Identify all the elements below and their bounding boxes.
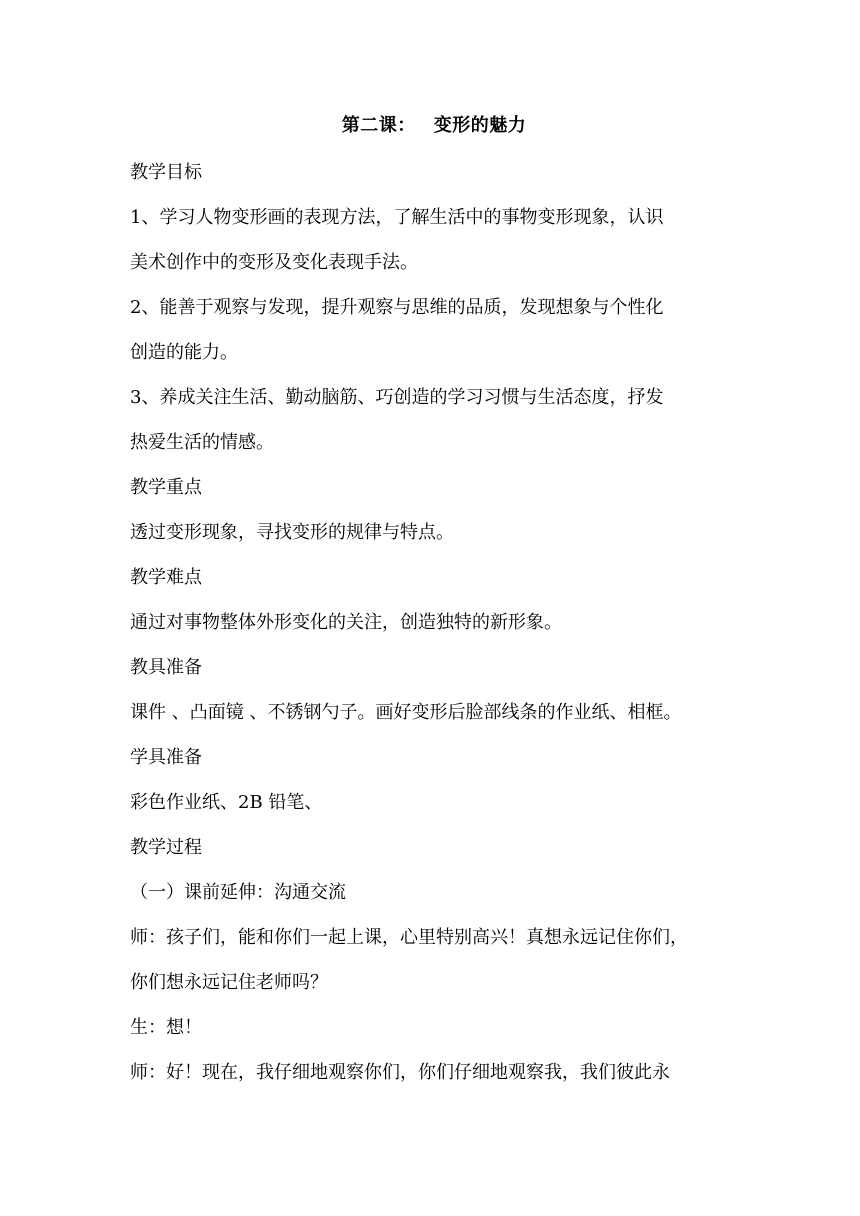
goal-1-line-2: 美术创作中的变形及变化表现手法。 (130, 252, 418, 273)
goal-2-line-2: 创造的能力。 (130, 342, 238, 363)
goal-3-line-1: 3、养成关注生活、勤动脑筋、巧创造的学习习惯与生活态度，抒发 (130, 387, 664, 408)
process-step-1-heading: （一）课前延伸：沟通交流 (130, 882, 346, 903)
heading-student-materials: 学具准备 (130, 747, 202, 768)
dialogue-teacher-1-line-1: 师：孩子们，能和你们一起上课，心里特别高兴！真想永远记住你们， (130, 927, 688, 948)
document-page (130, 108, 732, 1095)
key-points-text: 透过变形现象，寻找变形的规律与特点。 (130, 522, 454, 543)
goal-2-line-1: 2、能善于观察与发现，提升观察与思维的品质，发现想象与个性化 (130, 297, 664, 318)
lesson-number: 第二课： (341, 115, 416, 136)
heading-teaching-goals: 教学目标 (130, 162, 202, 183)
goal-3-line-2: 热爱生活的情感。 (130, 432, 274, 453)
heading-teaching-aids: 教具准备 (130, 657, 202, 678)
heading-teaching-process: 教学过程 (130, 837, 202, 858)
dialogue-student-1: 生：想！ (130, 1017, 202, 1038)
heading-key-points: 教学重点 (130, 477, 202, 498)
heading-difficulties: 教学难点 (130, 567, 202, 588)
teaching-aids-text: 课件 、凸面镜 、不锈钢勺子。画好变形后脸部线条的作业纸、相框。 (130, 702, 682, 723)
difficulties-text: 通过对事物整体外形变化的关注，创造独特的新形象。 (130, 612, 562, 633)
lesson-name: 变形的魅力 (433, 115, 527, 136)
dialogue-teacher-2-line-1: 师：好！现在，我仔细地观察你们，你们仔细地观察我，我们彼此永 (130, 1062, 670, 1083)
student-materials-text: 彩色作业纸、2B 铅笔、 (130, 792, 323, 813)
lesson-title (130, 108, 732, 150)
goal-1-line-1: 1、学习人物变形画的表现方法，了解生活中的事物变形现象，认识 (130, 207, 664, 228)
dialogue-teacher-1-line-2: 你们想永远记住老师吗？ (130, 972, 328, 993)
